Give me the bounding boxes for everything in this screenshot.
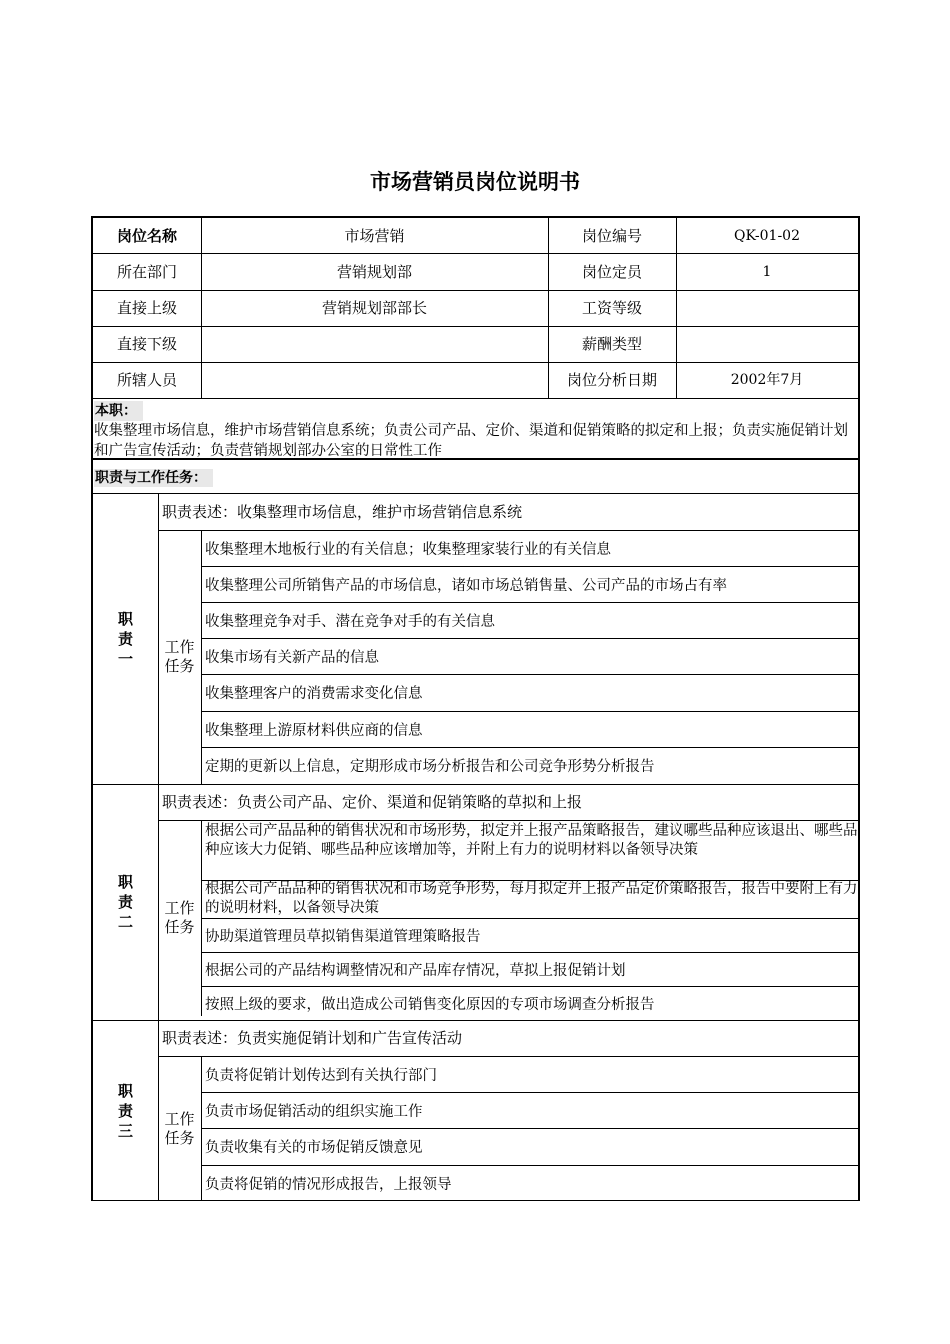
duties-header: [94, 468, 394, 490]
task-item: 收集整理木地板行业的有关信息；收集整理家装行业的有关信息: [205, 541, 611, 558]
label-direct-subordinate: 直接下级: [116, 335, 177, 353]
duty-1-name: 职 责 一: [117, 609, 133, 668]
task-item: 负责市场促销活动的组织实施工作: [205, 1103, 423, 1120]
duty-1-statement: 职责表述：收集整理市场信息，维护市场营销信息系统: [162, 502, 523, 521]
label-department: 所在部门: [116, 262, 177, 281]
duty-2-task-label: 工作 任务: [164, 899, 195, 936]
duty-2-name: 职 责 二: [117, 873, 133, 931]
core-duty-text: 收集整理市场信息，维护市场营销信息系统；负责公司产品、定价、渠道和促销策略的拟定和上报；负责实施促销计划和广告宣传活动；负责营销规划部办公室的日常性工作: [94, 423, 848, 459]
task-item: 根据公司产品品种的销售状况和市场形势，拟定并上报产品策略报告，建议哪些品种应该退出、哪些品种应该大力促销、哪些品种应该增加等，并附上有力的说明材料以备领导决策: [205, 823, 858, 858]
task-item: 收集整理上游原材料供应商的信息: [205, 722, 423, 739]
value-staff: [201, 362, 548, 398]
label-pay-type: 薪酬类型: [581, 335, 642, 353]
task-item: 收集市场有关新产品的信息: [205, 649, 379, 666]
page-title: 市场营销员岗位说明书: [370, 170, 580, 194]
value-salary-grade: [676, 290, 858, 326]
value-headcount: 1: [762, 263, 772, 280]
value-direct-subordinate: [201, 326, 548, 362]
task-item: 协助渠道管理员草拟销售渠道管理策略报告: [205, 928, 481, 945]
duty-1-task-label: 工作 任务: [164, 638, 195, 675]
label-direct-superior: 直接上级: [116, 299, 177, 317]
duty-3-task-label: 工作 任务: [164, 1109, 195, 1147]
task-item: 根据公司的产品结构调整情况和产品库存情况，草拟上报促销计划: [205, 962, 626, 979]
task-item: 负责将促销计划传达到有关执行部门: [205, 1067, 437, 1084]
task-item: 收集整理竞争对手、潜在竞争对手的有关信息: [205, 613, 495, 630]
value-direct-superior: 营销规划部部长: [321, 299, 427, 317]
duty-2-statement: 职责表述：负责公司产品、定价、渠道和促销策略的草拟和上报: [162, 793, 583, 811]
value-pay-type: [676, 326, 858, 362]
task-item: 收集整理公司所销售产品的市场信息，诸如市场总销售量、公司产品的市场占有率: [205, 577, 727, 594]
duties-label: 职责与工作任务：: [94, 469, 213, 487]
duty-3-statement: 职责表述：负责实施促销计划和广告宣传活动: [162, 1029, 463, 1047]
task-item: 负责收集有关的市场促销反馈意见: [205, 1140, 423, 1156]
value-position-code: QK-01-02: [733, 227, 800, 244]
core-duty-label: 本职：: [94, 401, 143, 421]
job-description-table: [91, 216, 860, 1201]
label-staff: 所辖人员: [116, 371, 177, 389]
task-item: 根据公司产品品种的销售状况和市场竞争形势，每月拟定并上报产品定价策略报告，报告中要附上有力的说明材料，以备领导决策: [205, 881, 858, 916]
label-position-code: 岗位编号: [581, 226, 642, 245]
task-item: 按照上级的要求，做出造成公司销售变化原因的专项市场调查分析报告: [205, 996, 655, 1013]
label-analysis-date: 岗位分析日期: [566, 371, 657, 389]
label-headcount: 岗位定员: [581, 262, 642, 281]
label-salary-grade: 工资等级: [581, 299, 642, 317]
value-analysis-date: 2002年7月: [730, 372, 804, 388]
label-position-name: 岗位名称: [116, 226, 177, 245]
value-position-name: 市场营销: [344, 226, 405, 245]
core-duty-section: [94, 401, 859, 461]
task-item: 收集整理客户的消费需求变化信息: [205, 686, 423, 702]
value-department: 营销规划部: [336, 262, 412, 281]
task-item: 定期的更新以上信息，定期形成市场分析报告和公司竞争形势分析报告: [205, 759, 655, 775]
task-item: 负责将促销的情况形成报告，上报领导: [205, 1176, 452, 1193]
duty-3-name: 职 责 三: [117, 1081, 133, 1140]
